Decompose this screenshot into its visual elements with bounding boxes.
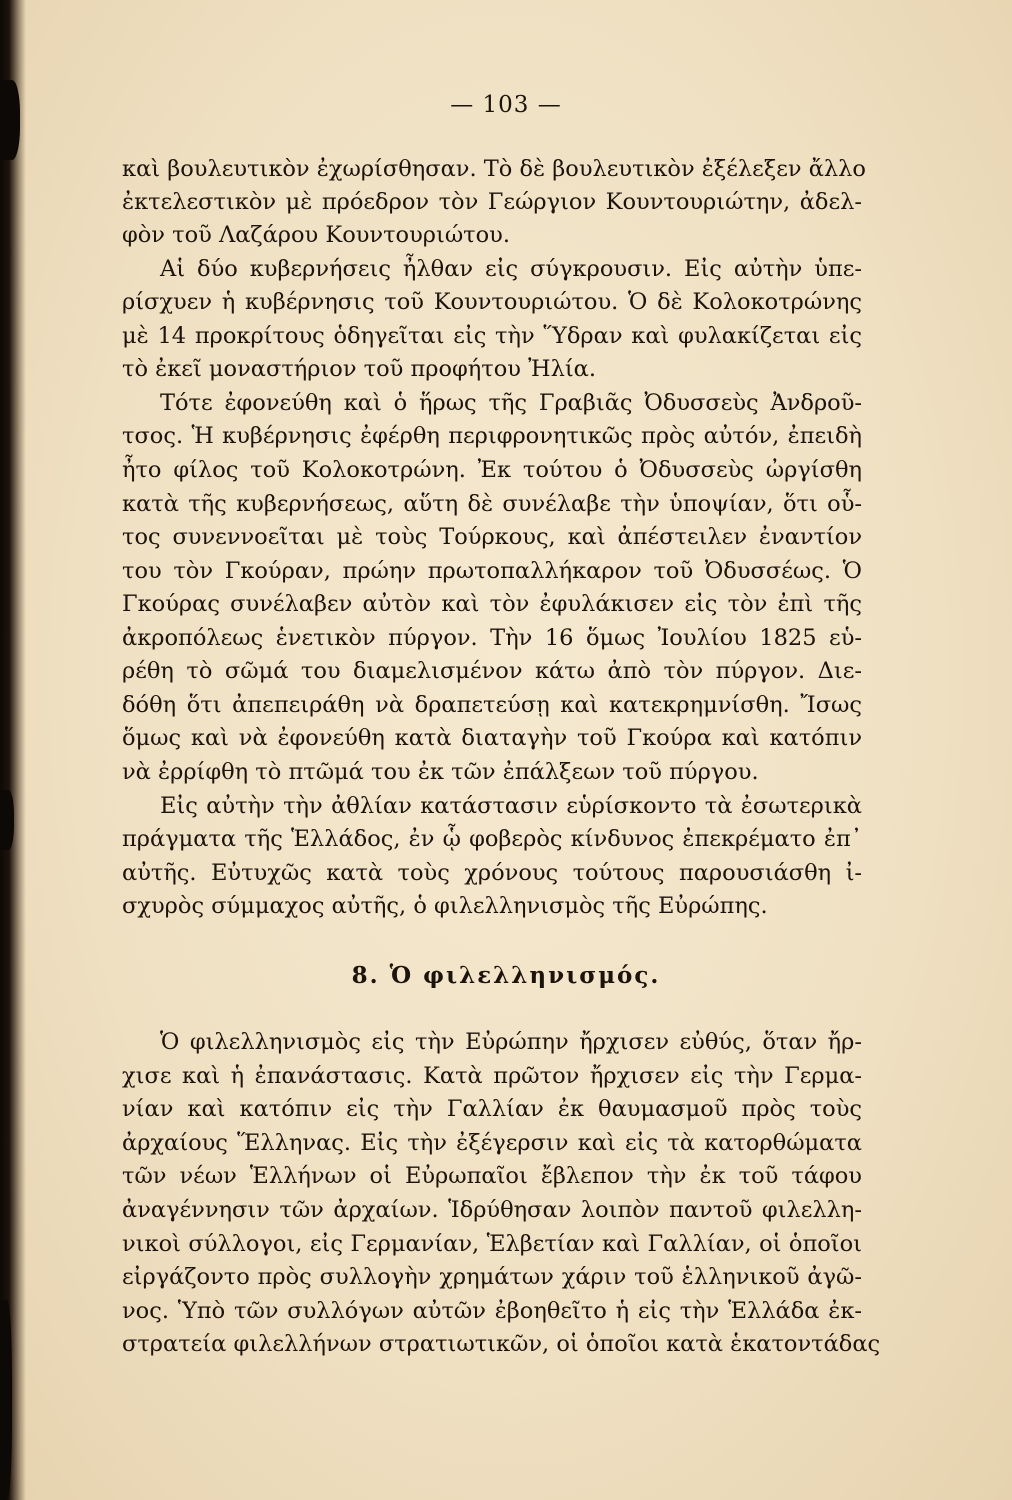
- text-line: Εἰς αὐτὴν τὴν ἀθλίαν κατάστασιν εὑρίσκοντο τὰ ἐσωτερικὰ: [160, 793, 862, 819]
- text-line: νίαν καὶ κατόπιν εἰς τὴν Γαλλίαν ἐκ θαυμασμοῦ πρὸς τοὺς: [122, 1096, 862, 1122]
- text-line: Τότε ἐφονεύθη καὶ ὁ ἥρως τῆς Γραβιᾶς Ὀδυσσεὺς Ἀνδροῦ-: [160, 390, 862, 416]
- binding-shadow: [0, 1300, 12, 1500]
- text-line: πράγματα τῆς Ἑλλάδος, ἐν ᾧ φοβερὸς κίνδυνος ἐπεκρέματο ἐπ᾽: [122, 826, 862, 852]
- page-binding-edge: [0, 0, 26, 1500]
- text-line: τος συνεννοεῖται μὲ τοὺς Τούρκους, καὶ ἀπέστειλεν ἐναντίον: [122, 524, 862, 550]
- text-line: κατὰ τῆς κυβερνήσεως, αὕτη δὲ συνέλαβε τὴν ὑποψίαν, ὅτι οὗ-: [122, 491, 862, 517]
- text-line: τσος. Ἡ κυβέρνησις ἐφέρθη περιφρονητικῶς πρὸς αὐτόν, ἐπειδὴ: [122, 423, 862, 449]
- text-line: τῶν νέων Ἑλλήνων οἱ Εὐρωπαῖοι ἔβλεπον τὴν ἐκ τοῦ τάφου: [122, 1163, 862, 1189]
- text-line: νὰ ἐρρίφθη τὸ πτῶμά του ἐκ τῶν ἐπάλξεων τοῦ πύργου.: [122, 759, 759, 785]
- text-line: ἀρχαίους Ἕλληνας. Εἰς τὴν ἐξέγερσιν καὶ εἰς τὰ κατορθώματα: [122, 1130, 862, 1156]
- text-line: νικοὶ σύλλογοι, εἰς Γερμανίαν, Ἑλβετίαν καὶ Γαλλίαν, οἱ ὁποῖοι: [122, 1231, 862, 1257]
- text-line: του τὸν Γκούραν, πρώην πρωτοπαλλήκαρον τοῦ Ὀδυσσέως. Ὁ: [122, 558, 862, 584]
- text-line: ρέθη τὸ σῶμά του διαμελισμένον κάτω ἀπὸ τὸν πύργον. Διε-: [122, 658, 862, 684]
- text-line: καὶ βουλευτικὸν ἐχωρίσθησαν. Τὸ δὲ βουλευτικὸν ἐξέλεξεν ἄλλο: [122, 156, 866, 182]
- text-line: δόθη ὅτι ἀπεπειράθη νὰ δραπετεύσῃ καὶ κατεκρημνίσθη. Ἴσως: [122, 692, 862, 718]
- text-line: εἰργάζοντο πρὸς συλλογὴν χρημάτων χάριν τοῦ ἑλληνικοῦ ἀγῶ-: [122, 1264, 862, 1290]
- text-line: ὅμως καὶ νὰ ἐφονεύθη κατὰ διαταγὴν τοῦ Γκούρα καὶ κατόπιν: [122, 725, 862, 751]
- text-line: φὸν τοῦ Λαζάρου Κουντουριώτου.: [122, 222, 510, 248]
- section-heading: 8. Ὁ φιλελληνισμός.: [351, 962, 661, 989]
- text-line: Γκούρας συνέλαβεν αὐτὸν καὶ τὸν ἐφυλάκισεν εἰς τὸν ἐπὶ τῆς: [122, 591, 862, 617]
- text-line: ἦτο φίλος τοῦ Κολοκοτρώνη. Ἐκ τούτου ὁ Ὀδυσσεὺς ὠργίσθη: [122, 457, 862, 483]
- text-line: ἀναγέννησιν τῶν ἀρχαίων. Ἱδρύθησαν λοιπὸν παντοῦ φιλελλη-: [122, 1197, 862, 1223]
- text-line: αὐτῆς. Εὐτυχῶς κατὰ τοὺς χρόνους τούτους παρουσιάσθη ἰ-: [122, 860, 862, 886]
- text-line: στρατεία φιλελλήνων στρατιωτικῶν, οἱ ὁποῖοι κατὰ ἑκατοντάδας: [122, 1331, 881, 1357]
- text-line: ἀκροπόλεως ἑνετικὸν πύργον. Τὴν 16 ὅμως Ἰουλίου 1825 εὑ-: [122, 625, 862, 651]
- text-line: Ὁ φιλελληνισμὸς εἰς τὴν Εὐρώπην ἤρχισεν εὐθύς, ὅταν ἤρ-: [160, 1029, 862, 1055]
- page-number: — 103 —: [450, 92, 562, 118]
- text-line: σχυρὸς σύμμαχος αὐτῆς, ὁ φιλελληνισμὸς τῆς Εὐρώπης.: [122, 893, 768, 919]
- text-line: Αἱ δύο κυβερνήσεις ἦλθαν εἰς σύγκρουσιν. Εἰς αὐτὴν ὑπε-: [160, 256, 862, 282]
- text-line: ἐκτελεστικὸν μὲ πρόεδρον τὸν Γεώργιον Κουντουριώτην, ἀδελ-: [122, 189, 862, 215]
- text-line: τὸ ἐκεῖ μοναστήριον τοῦ προφήτου Ἠλία.: [122, 356, 596, 382]
- text-line: χισε καὶ ἡ ἐπανάστασις. Κατὰ πρῶτον ἤρχισεν εἰς τὴν Γερμα-: [122, 1063, 862, 1089]
- text-line: ρίσχυεν ἡ κυβέρνησις τοῦ Κουντουριώτου. Ὁ δὲ Κολοκοτρώνης: [122, 289, 862, 315]
- binding-shadow: [0, 790, 14, 850]
- text-line: μὲ 14 προκρίτους ὁδηγεῖται εἰς τὴν Ὕδραν καὶ φυλακίζεται εἰς: [122, 323, 862, 349]
- text-line: νος. Ὑπὸ τῶν συλλόγων αὐτῶν ἐβοηθεῖτο ἡ εἰς τὴν Ἑλλάδα ἐκ-: [122, 1298, 862, 1324]
